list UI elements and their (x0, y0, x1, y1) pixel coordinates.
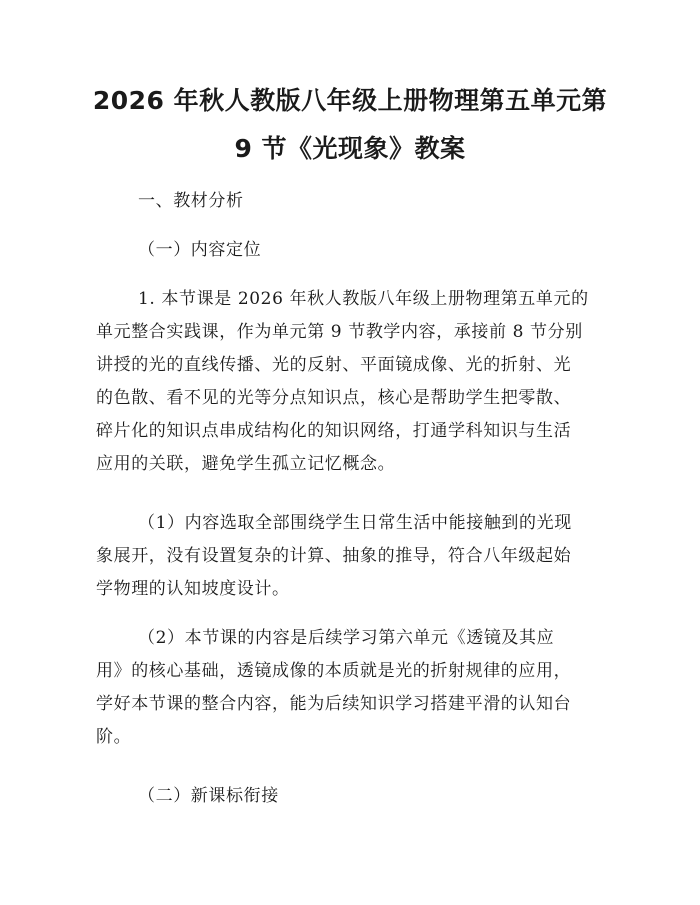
paragraph-3-line-2: 用》的核心基础，透镜成像的本质就是光的折射规律的应用， (96, 661, 572, 681)
paragraph-3-line-1: （2）本节课的内容是后续学习第六单元《透镜及其应 (138, 628, 555, 648)
paragraph-2-line-2: 象展开，没有设置复杂的计算、抽象的推导，符合八年级起始 (96, 546, 572, 566)
document-title-line-1: 2026 年秋人教版八年级上册物理第五单元第 (92, 86, 608, 115)
document-title-line-2: 9 节《光现象》教案 (234, 134, 466, 163)
paragraph-3-line-3: 学好本节课的整合内容，能为后续知识学习搭建平滑的认知台 (96, 694, 572, 714)
paragraph-1-line-6: 应用的关联，避免学生孤立记忆概念。 (96, 454, 396, 474)
paragraph-1-line-3: 讲授的光的直线传播、光的反射、平面镜成像、光的折射、光 (96, 355, 572, 375)
paragraph-1-line-2: 单元整合实践课，作为单元第 9 节教学内容，承接前 8 节分别 (96, 322, 583, 342)
paragraph-3-line-4: 阶。 (96, 727, 132, 747)
paragraph-2-line-1: （1）内容选取全部围绕学生日常生活中能接触到的光现 (138, 513, 572, 533)
paragraph-1-line-5: 碎片化的知识点串成结构化的知识网络，打通学科知识与生活 (96, 421, 572, 441)
section-heading-textbook-analysis: 一、教材分析 (138, 191, 244, 211)
paragraph-2-line-3: 学物理的认知坡度设计。 (96, 579, 290, 599)
subsection-heading-content-positioning: （一）内容定位 (138, 240, 262, 260)
paragraph-1-line-4: 的色散、看不见的光等分点知识点，核心是帮助学生把零散、 (96, 388, 572, 408)
subsection-heading-new-curriculum: （二）新课标衔接 (138, 786, 279, 806)
paragraph-1-line-1: 1. 本节课是 2026 年秋人教版八年级上册物理第五单元的 (138, 289, 589, 309)
